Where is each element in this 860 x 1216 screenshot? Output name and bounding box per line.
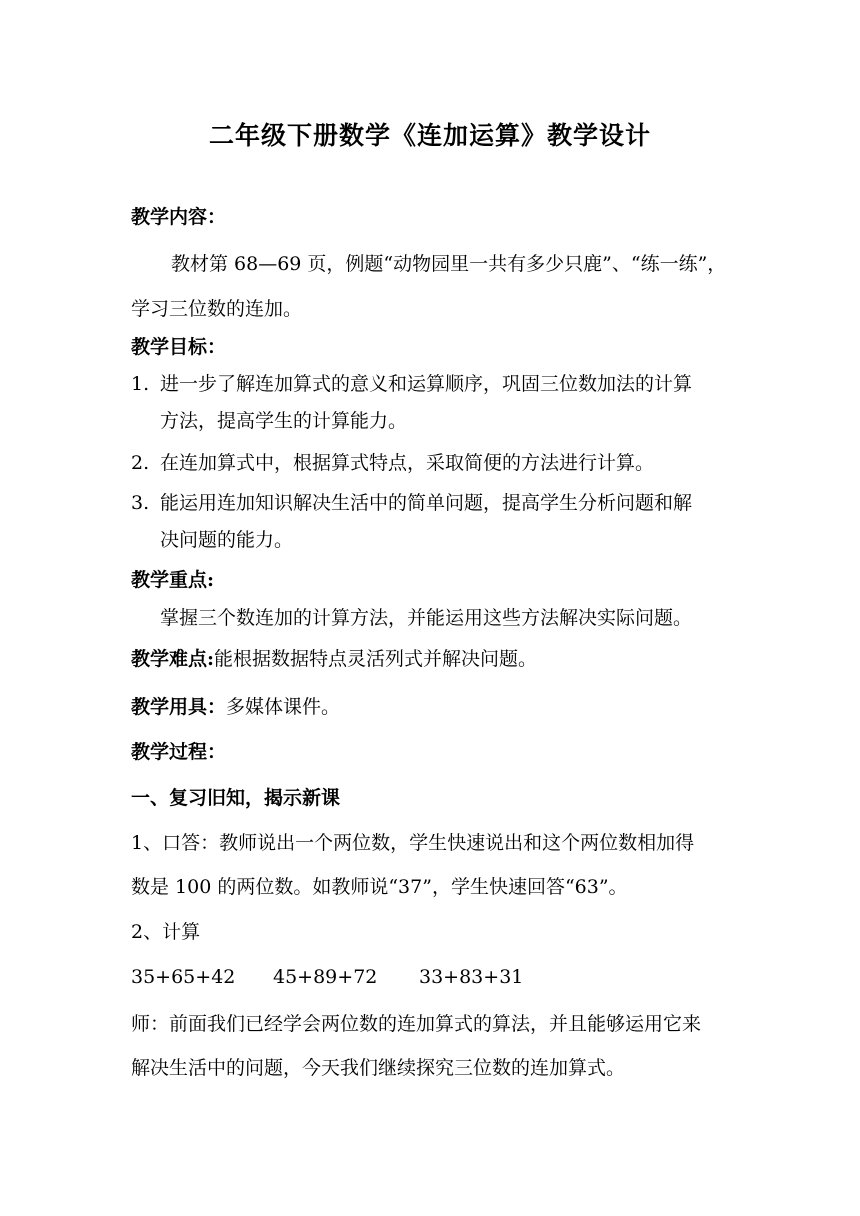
calculation-expression: 35+65+42 <box>131 966 236 988</box>
objective-text: 能运用连加知识解决生活中的简单问题，提高学生分析问题和解 <box>160 492 693 514</box>
calculation-row <box>131 965 523 989</box>
objective-text: 进一步了解连加算式的意义和运算顺序，巩固三位数加法的计算 <box>160 373 693 395</box>
objective-item-1 <box>131 372 692 396</box>
calculation-expression: 45+89+72 <box>273 966 378 988</box>
key-points-heading: 教学重点: <box>131 569 215 591</box>
content-line-2: 学习三位数的连加。 <box>131 298 303 320</box>
difficulty-text: 能根据数据特点灵活列式并解决问题。 <box>214 648 538 670</box>
objective-item-3 <box>131 491 692 515</box>
oral-question-line-2: 数是 100 的两位数。如教师说“37”，学生快速回答“63”。 <box>131 876 628 898</box>
tools-heading: 教学用具： <box>131 696 227 718</box>
objectives-heading: 教学目标： <box>131 336 227 358</box>
difficulty-heading: 教学难点: <box>131 648 215 670</box>
section-1-heading: 一、复习旧知，揭示新课 <box>131 787 341 809</box>
calculation-expression: 33+83+31 <box>419 966 524 988</box>
content-heading: 教学内容： <box>131 206 227 228</box>
objective-item-3-continuation: 决问题的能力。 <box>160 529 294 551</box>
tools-text: 多媒体课件。 <box>226 696 341 718</box>
process-heading: 教学过程： <box>131 741 227 763</box>
teacher-line-1: 师：前面我们已经学会两位数的连加算式的算法，并且能够运用它来 <box>131 1013 702 1035</box>
difficulty-line <box>131 647 537 671</box>
objective-number: 2. <box>131 452 150 474</box>
calculation-heading: 2、计算 <box>131 921 201 943</box>
oral-question-line-1: 1、口答：教师说出一个两位数，学生快速说出和这个两位数相加得 <box>131 832 695 854</box>
objective-item-1-continuation: 方法，提高学生的计算能力。 <box>160 410 408 432</box>
key-points-text: 掌握三个数连加的计算方法，并能运用这些方法解决实际问题。 <box>160 607 693 629</box>
objective-number: 1. <box>131 373 150 395</box>
document-title: 二年级下册数学《连加运算》教学设计 <box>208 121 651 150</box>
objective-text: 在连加算式中，根据算式特点，采取简便的方法进行计算。 <box>160 452 655 474</box>
tools-line <box>131 695 340 719</box>
objective-item-2 <box>131 451 654 475</box>
teacher-line-2: 解决生活中的问题，今天我们继续探究三位数的连加算式。 <box>131 1057 626 1079</box>
objective-number: 3. <box>131 492 150 514</box>
content-line-1: 教材第 68—69 页，例题“动物园里一共有多少只鹿”、“练一练”， <box>171 253 727 275</box>
